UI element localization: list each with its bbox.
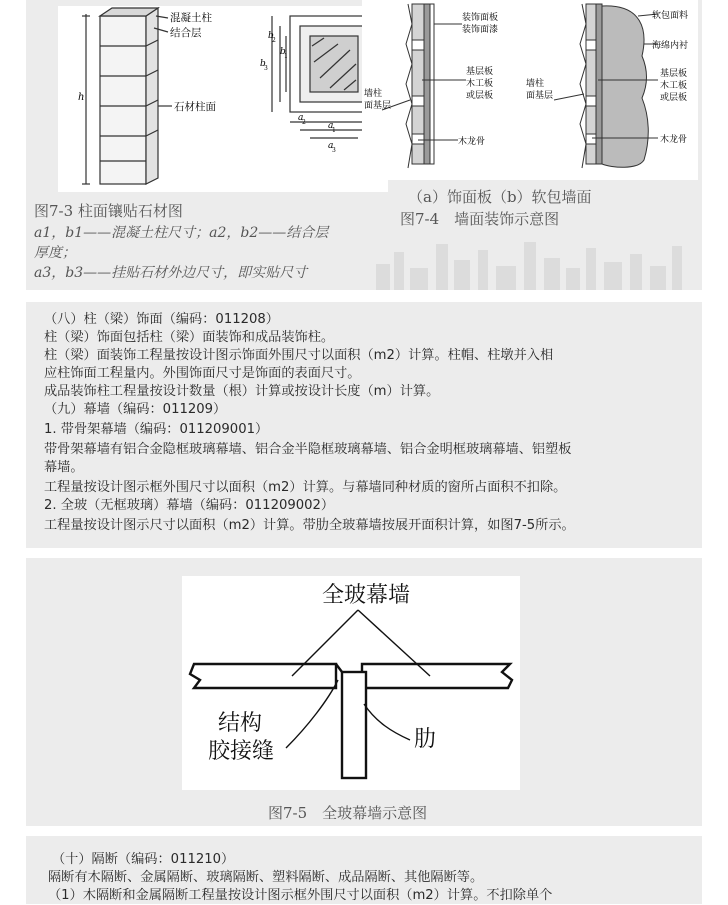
- section8-line-7: 1. 带骨架幕墙（编码：011209001）: [44, 422, 269, 437]
- figure-7-4-subcaption: （a）饰面板（b）软包墙面: [408, 188, 592, 206]
- figure-7-3-drawing: [58, 6, 388, 192]
- label-a2-sub: 2: [302, 119, 306, 126]
- figure-7-4-drawing: [362, 0, 698, 180]
- section8-line-8: 带骨架幕墙有铝合金隐框玻璃幕墙、铝合金半隐框玻璃幕墙、铝合金明框玻璃幕墙、铝塑板: [44, 442, 572, 457]
- figure-7-3-caption: 图7-3 柱面镶贴石材图: [34, 202, 183, 220]
- label-rib: 肋: [414, 727, 437, 752]
- label-b3-sub: 3: [264, 65, 268, 72]
- section8-line-4: 应柱饰面工程量内。外围饰面尺寸是饰面的表面尺寸。: [44, 366, 361, 381]
- figure-panel-7-5: [26, 558, 702, 826]
- section8-line-1: （八）柱（梁）饰面（编码：011208）: [44, 312, 279, 327]
- label-b1-sub: 1: [284, 53, 288, 60]
- figure-7-4-caption: 图7-4 墙面装饰示意图: [400, 210, 560, 228]
- label-a1: a: [328, 121, 334, 131]
- label-b2-sub: 2: [272, 37, 276, 44]
- section8-line-11: 2. 全玻（无框玻璃）幕墙（编码：011209002）: [44, 498, 335, 513]
- label-full-glass-wall: 全玻幕墙: [322, 583, 411, 608]
- section8-line-5: 成品装饰柱工程量按设计数量（根）计算或按设计长度（m）计算。: [44, 384, 440, 399]
- label-glue-joint: 胶接缝: [208, 739, 275, 764]
- figure-7-5-caption: 图7-5 全玻幕墙示意图: [268, 804, 428, 822]
- label-b-base-board: 基层板: [660, 69, 688, 79]
- label-a2: a: [298, 113, 304, 123]
- label-a-ply-board: 或层板: [466, 91, 494, 101]
- section8-line-9: 幕墙。: [44, 460, 84, 475]
- label-structural: 结构: [218, 711, 263, 736]
- figure-7-3-note-line-2: 厚度；: [34, 245, 76, 261]
- figure-7-3-note-line-3: a3，b3——挂贴石材外边尺寸，即实贴尺寸: [34, 265, 308, 281]
- label-a-wall: 墙柱: [364, 89, 383, 99]
- text-panel-sections-8-9: [26, 302, 702, 548]
- section8-line-10: 工程量按设计图示框外围尺寸以面积（m2）计算。与幕墙同种材质的窗所占面积不扣除。: [44, 480, 567, 495]
- label-b3: b: [260, 59, 266, 69]
- label-concrete-column: 混凝土柱: [170, 12, 212, 24]
- section10-line-3: （1）木隔断和金属隔断工程量按设计图示框外围尺寸以面积（m2）计算。不扣除单个: [48, 888, 553, 903]
- label-a-decor-paint: 装饰面漆: [462, 25, 499, 35]
- skyline-decoration: [366, 238, 702, 290]
- label-a-base-board: 基层板: [466, 67, 494, 77]
- label-h: h: [78, 92, 85, 103]
- label-b-soft-fabric: 软包面料: [652, 11, 689, 21]
- figure-7-5-drawing: [182, 576, 520, 790]
- label-a-wall-base: 面基层: [364, 101, 392, 111]
- section10-line-1: （十）隔断（编码：011210）: [52, 852, 235, 867]
- section8-line-3: 柱（梁）面装饰工程量按设计图示饰面外围尺寸以面积（m2）计算。柱帽、柱墩并入相: [44, 348, 554, 363]
- label-bond-layer: 结合层: [170, 27, 202, 39]
- label-b-wall: 墙柱: [526, 79, 545, 89]
- label-b2: b: [268, 31, 274, 41]
- section8-line-6: （九）幕墙（编码：011209）: [44, 402, 227, 417]
- label-a1-sub: 1: [332, 127, 336, 134]
- label-b1: b: [280, 47, 286, 57]
- label-b-sponge: 海绵内衬: [652, 41, 689, 51]
- label-a-keel: 木龙骨: [458, 137, 486, 147]
- label-a-decor-board: 装饰面板: [462, 13, 499, 23]
- text-panel-section-10: [26, 836, 702, 904]
- label-b-wall-base: 面基层: [526, 91, 554, 101]
- label-a3: a: [328, 141, 334, 151]
- section8-line-2: 柱（梁）饰面包括柱（梁）面装饰和成品装饰柱。: [44, 330, 335, 345]
- section10-line-2: 隔断有木隔断、金属隔断、玻璃隔断、塑料隔断、成品隔断、其他隔断等。: [48, 870, 484, 885]
- label-a3-sub: 3: [332, 147, 336, 154]
- label-b-keel: 木龙骨: [660, 135, 688, 145]
- label-a-wood-board: 木工板: [466, 79, 494, 89]
- figure-7-3-note-line-1: a1，b1——混凝土柱尺寸；a2，b2——结合层: [34, 225, 329, 241]
- figure-panel-7-3-7-4: [26, 0, 702, 290]
- section8-line-12: 工程量按设计图示尺寸以面积（m2）计算。带肋全玻幕墙按展开面积计算，如图7-5所示。: [44, 518, 575, 533]
- label-b-ply-board: 或层板: [660, 93, 688, 103]
- label-stone-surface: 石材柱面: [174, 101, 216, 113]
- label-b-wood-board: 木工板: [660, 81, 688, 91]
